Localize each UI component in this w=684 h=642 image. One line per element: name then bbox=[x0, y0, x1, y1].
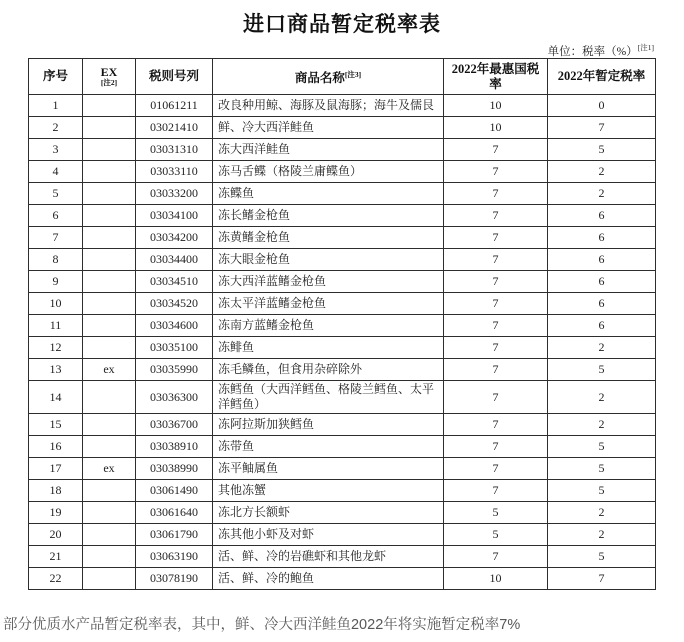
cell-ex bbox=[83, 271, 136, 293]
cell-index: 14 bbox=[29, 381, 83, 414]
cell-commodity-name: 其他冻蟹 bbox=[213, 480, 444, 502]
cell-mfn-rate: 7 bbox=[444, 161, 548, 183]
unit-note-text: 单位：税率（%） bbox=[547, 45, 638, 58]
table-header bbox=[29, 59, 656, 95]
cell-mfn-rate: 10 bbox=[444, 568, 548, 590]
cell-tariff-code: 03035100 bbox=[136, 337, 213, 359]
unit-note bbox=[548, 42, 654, 59]
header-name-label: 商品名称 bbox=[294, 71, 345, 86]
cell-provisional-rate: 5 bbox=[548, 458, 656, 480]
cell-ex bbox=[83, 568, 136, 590]
cell-ex bbox=[83, 315, 136, 337]
cell-provisional-rate: 2 bbox=[548, 161, 656, 183]
table-row bbox=[29, 359, 656, 381]
cell-provisional-rate: 7 bbox=[548, 117, 656, 139]
table-row bbox=[29, 458, 656, 480]
cell-index: 13 bbox=[29, 359, 83, 381]
table-row bbox=[29, 227, 656, 249]
cell-tariff-code: 03034510 bbox=[136, 271, 213, 293]
cell-index: 4 bbox=[29, 161, 83, 183]
header-code: 税则号列 bbox=[136, 59, 213, 95]
header-mfn-rate: 2022年最惠国税率 bbox=[444, 59, 548, 95]
cell-tariff-code: 03031310 bbox=[136, 139, 213, 161]
cell-tariff-code: 03063190 bbox=[136, 546, 213, 568]
cell-mfn-rate: 10 bbox=[444, 117, 548, 139]
cell-ex bbox=[83, 480, 136, 502]
table-header-row bbox=[29, 59, 656, 95]
cell-tariff-code: 03034100 bbox=[136, 205, 213, 227]
header-provisional-rate: 2022年暂定税率 bbox=[548, 59, 656, 95]
cell-index: 1 bbox=[29, 95, 83, 117]
cell-commodity-name: 冻鲱鱼 bbox=[213, 337, 444, 359]
cell-commodity-name: 冻平鲉属鱼 bbox=[213, 458, 444, 480]
table-row bbox=[29, 139, 656, 161]
cell-mfn-rate: 7 bbox=[444, 315, 548, 337]
cell-tariff-code: 03061640 bbox=[136, 502, 213, 524]
cell-tariff-code: 03034600 bbox=[136, 315, 213, 337]
table-row bbox=[29, 502, 656, 524]
cell-commodity-name: 鲜、冷大西洋鲑鱼 bbox=[213, 117, 444, 139]
cell-index: 20 bbox=[29, 524, 83, 546]
table-row bbox=[29, 414, 656, 436]
cell-mfn-rate: 7 bbox=[444, 271, 548, 293]
table-row bbox=[29, 271, 656, 293]
cell-commodity-name: 冻毛鳞鱼，但食用杂碎除外 bbox=[213, 359, 444, 381]
cell-ex: ex bbox=[83, 359, 136, 381]
cell-index: 17 bbox=[29, 458, 83, 480]
table-body bbox=[29, 95, 656, 590]
cell-mfn-rate: 7 bbox=[444, 436, 548, 458]
tariff-rate-table bbox=[28, 58, 656, 590]
cell-provisional-rate: 7 bbox=[548, 568, 656, 590]
table-row bbox=[29, 546, 656, 568]
cell-commodity-name: 冻南方蓝鳍金枪鱼 bbox=[213, 315, 444, 337]
table-row bbox=[29, 95, 656, 117]
cell-ex bbox=[83, 337, 136, 359]
header-ex-footnote-ref: [注2] bbox=[100, 77, 118, 87]
cell-ex bbox=[83, 293, 136, 315]
cell-mfn-rate: 7 bbox=[444, 381, 548, 414]
cell-provisional-rate: 6 bbox=[548, 205, 656, 227]
cell-tariff-code: 01061211 bbox=[136, 95, 213, 117]
cell-provisional-rate: 6 bbox=[548, 227, 656, 249]
cell-commodity-name: 活、鲜、冷的岩礁虾和其他龙虾 bbox=[213, 546, 444, 568]
cell-provisional-rate: 5 bbox=[548, 546, 656, 568]
cell-ex bbox=[83, 139, 136, 161]
cell-mfn-rate: 7 bbox=[444, 480, 548, 502]
table-row bbox=[29, 436, 656, 458]
cell-index: 22 bbox=[29, 568, 83, 590]
table-row bbox=[29, 568, 656, 590]
cell-index: 8 bbox=[29, 249, 83, 271]
header-name-footnote-ref: [注3] bbox=[344, 69, 362, 79]
cell-index: 7 bbox=[29, 227, 83, 249]
cell-ex bbox=[83, 524, 136, 546]
cell-provisional-rate: 2 bbox=[548, 183, 656, 205]
cell-commodity-name: 冻黄鳍金枪鱼 bbox=[213, 227, 444, 249]
table-row bbox=[29, 293, 656, 315]
cell-mfn-rate: 7 bbox=[444, 293, 548, 315]
cell-ex bbox=[83, 95, 136, 117]
cell-tariff-code: 03036300 bbox=[136, 381, 213, 414]
cell-provisional-rate: 5 bbox=[548, 139, 656, 161]
cell-mfn-rate: 10 bbox=[444, 95, 548, 117]
cell-index: 3 bbox=[29, 139, 83, 161]
cell-index: 18 bbox=[29, 480, 83, 502]
table-row bbox=[29, 337, 656, 359]
cell-mfn-rate: 5 bbox=[444, 502, 548, 524]
cell-index: 16 bbox=[29, 436, 83, 458]
table-row bbox=[29, 249, 656, 271]
cell-provisional-rate: 5 bbox=[548, 480, 656, 502]
cell-tariff-code: 03034200 bbox=[136, 227, 213, 249]
cell-ex bbox=[83, 381, 136, 414]
cell-ex bbox=[83, 436, 136, 458]
cell-index: 10 bbox=[29, 293, 83, 315]
cell-ex bbox=[83, 183, 136, 205]
cell-mfn-rate: 7 bbox=[444, 414, 548, 436]
cell-commodity-name: 冻带鱼 bbox=[213, 436, 444, 458]
cell-index: 6 bbox=[29, 205, 83, 227]
header-name bbox=[213, 59, 444, 95]
cell-index: 11 bbox=[29, 315, 83, 337]
cell-ex bbox=[83, 546, 136, 568]
cell-commodity-name: 活、鲜、冷的鲍鱼 bbox=[213, 568, 444, 590]
cell-tariff-code: 03035990 bbox=[136, 359, 213, 381]
page-title: 进口商品暂定税率表 bbox=[243, 12, 441, 36]
unit-note-footnote-ref: [注1] bbox=[637, 43, 654, 52]
header-ex bbox=[83, 59, 136, 95]
cell-index: 2 bbox=[29, 117, 83, 139]
cell-mfn-rate: 7 bbox=[444, 227, 548, 249]
cell-provisional-rate: 6 bbox=[548, 293, 656, 315]
cell-commodity-name: 冻鲽鱼 bbox=[213, 183, 444, 205]
cell-provisional-rate: 2 bbox=[548, 381, 656, 414]
cell-mfn-rate: 7 bbox=[444, 183, 548, 205]
cell-mfn-rate: 7 bbox=[444, 249, 548, 271]
cell-ex bbox=[83, 161, 136, 183]
cell-provisional-rate: 6 bbox=[548, 249, 656, 271]
cell-commodity-name: 冻大眼金枪鱼 bbox=[213, 249, 444, 271]
cell-tariff-code: 03061490 bbox=[136, 480, 213, 502]
table-row bbox=[29, 183, 656, 205]
cell-provisional-rate: 2 bbox=[548, 502, 656, 524]
cell-mfn-rate: 7 bbox=[444, 458, 548, 480]
cell-mfn-rate: 7 bbox=[444, 139, 548, 161]
cell-tariff-code: 03033200 bbox=[136, 183, 213, 205]
cell-mfn-rate: 7 bbox=[444, 205, 548, 227]
cell-tariff-code: 03061790 bbox=[136, 524, 213, 546]
cell-commodity-name: 冻大西洋蓝鳍金枪鱼 bbox=[213, 271, 444, 293]
cell-ex bbox=[83, 502, 136, 524]
cell-provisional-rate: 6 bbox=[548, 271, 656, 293]
bottom-caption: 部分优质水产品暂定税率表，其中，鲜、冷大西洋鲑鱼2022年将实施暂定税率7% bbox=[3, 617, 521, 633]
cell-provisional-rate: 0 bbox=[548, 95, 656, 117]
header-index: 序号 bbox=[29, 59, 83, 95]
cell-provisional-rate: 2 bbox=[548, 414, 656, 436]
cell-index: 15 bbox=[29, 414, 83, 436]
cell-tariff-code: 03078190 bbox=[136, 568, 213, 590]
table-row bbox=[29, 161, 656, 183]
cell-index: 19 bbox=[29, 502, 83, 524]
cell-commodity-name: 冻北方长额虾 bbox=[213, 502, 444, 524]
cell-mfn-rate: 7 bbox=[444, 359, 548, 381]
cell-ex bbox=[83, 249, 136, 271]
cell-mfn-rate: 5 bbox=[444, 524, 548, 546]
cell-provisional-rate: 2 bbox=[548, 524, 656, 546]
cell-commodity-name: 冻太平洋蓝鳍金枪鱼 bbox=[213, 293, 444, 315]
table-row bbox=[29, 480, 656, 502]
cell-provisional-rate: 5 bbox=[548, 359, 656, 381]
cell-commodity-name: 冻鳕鱼（大西洋鳕鱼、格陵兰鳕鱼、太平洋鳕鱼） bbox=[213, 381, 444, 414]
cell-ex bbox=[83, 205, 136, 227]
cell-commodity-name: 改良种用鲸、海豚及鼠海豚；海牛及儒艮 bbox=[213, 95, 444, 117]
cell-mfn-rate: 7 bbox=[444, 337, 548, 359]
table-row bbox=[29, 524, 656, 546]
cell-ex bbox=[83, 227, 136, 249]
header-ex-label: EX bbox=[100, 64, 118, 79]
cell-index: 9 bbox=[29, 271, 83, 293]
table-row bbox=[29, 381, 656, 414]
cell-tariff-code: 03034520 bbox=[136, 293, 213, 315]
cell-ex: ex bbox=[83, 458, 136, 480]
cell-ex bbox=[83, 414, 136, 436]
cell-provisional-rate: 6 bbox=[548, 315, 656, 337]
cell-tariff-code: 03038990 bbox=[136, 458, 213, 480]
cell-index: 12 bbox=[29, 337, 83, 359]
cell-tariff-code: 03038910 bbox=[136, 436, 213, 458]
cell-tariff-code: 03034400 bbox=[136, 249, 213, 271]
cell-mfn-rate: 7 bbox=[444, 546, 548, 568]
cell-commodity-name: 冻长鳍金枪鱼 bbox=[213, 205, 444, 227]
cell-commodity-name: 冻其他小虾及对虾 bbox=[213, 524, 444, 546]
cell-commodity-name: 冻阿拉斯加狭鳕鱼 bbox=[213, 414, 444, 436]
cell-ex bbox=[83, 117, 136, 139]
cell-provisional-rate: 5 bbox=[548, 436, 656, 458]
cell-tariff-code: 03021410 bbox=[136, 117, 213, 139]
cell-provisional-rate: 2 bbox=[548, 337, 656, 359]
cell-index: 21 bbox=[29, 546, 83, 568]
cell-tariff-code: 03033110 bbox=[136, 161, 213, 183]
table-row bbox=[29, 315, 656, 337]
table-row bbox=[29, 117, 656, 139]
cell-index: 5 bbox=[29, 183, 83, 205]
table-row bbox=[29, 205, 656, 227]
cell-tariff-code: 03036700 bbox=[136, 414, 213, 436]
cell-commodity-name: 冻大西洋鲑鱼 bbox=[213, 139, 444, 161]
cell-commodity-name: 冻马舌鲽（格陵兰庸鲽鱼） bbox=[213, 161, 444, 183]
